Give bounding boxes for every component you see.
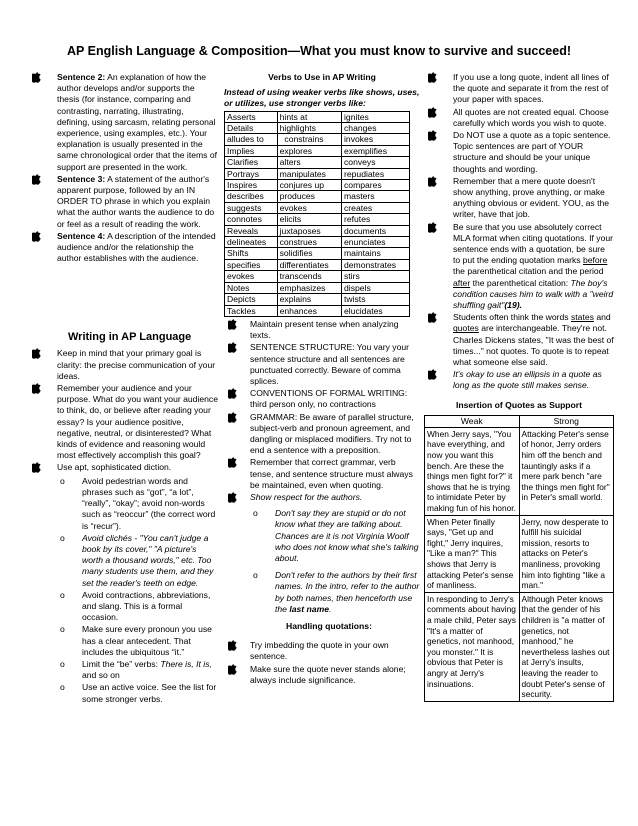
quote-list xyxy=(224,640,420,686)
page-title: AP English Language & Composition—What you must know to survive and succeed! xyxy=(67,44,571,58)
insertion-table xyxy=(424,415,614,702)
circle-bullet-icon: o xyxy=(60,682,65,693)
verb-cell: produces xyxy=(277,191,341,202)
verb-cell: alludes to xyxy=(225,134,278,145)
list-item: SENTENCE STRUCTURE: You vary your sentence structure and all sentences are punctuated correctly. Beware of comma splices. xyxy=(224,342,420,387)
verb-cell: alters xyxy=(277,157,341,168)
apple-bullet-icon xyxy=(428,369,437,380)
verb-cell: connotes xyxy=(225,214,278,225)
verbs-row xyxy=(225,123,410,134)
sub-list-item: o Use an active voice. See the list for some stronger verbs. xyxy=(60,682,217,704)
verb-cell: elicits xyxy=(277,214,341,225)
list-item: Try imbedding the quote in your own sentence. xyxy=(224,640,420,662)
verb-cell: stirs xyxy=(342,271,410,282)
verbs-row xyxy=(225,145,410,156)
apple-bullet-icon xyxy=(428,176,437,187)
verbs-row xyxy=(225,202,410,213)
sub-list-item: o Limit the “be” verbs: There is, It is, and so on xyxy=(60,658,212,681)
list-item: Sentence 4: A description of the intended audience and/or the relationship the author establishes with the audience. xyxy=(28,231,218,265)
verb-cell: explains xyxy=(277,294,341,305)
sub-list-item: o Don't refer to the authors by their first names. In the intro, refer to the author by both names, then henceforth use the last name. xyxy=(253,570,420,614)
column-header-weak: Weak xyxy=(425,415,520,427)
list-item: Remember that correct grammar, verb tense, and sentence structure must always be maintained, even when quoting. xyxy=(224,457,420,491)
list-item: Sentence 3: A statement of the author's apparent purpose, followed by an IN ORDER TO phrase in which you explain what the author wants the audience to do or feel as a result of reading the work. xyxy=(28,174,218,230)
circle-bullet-icon: o xyxy=(60,475,65,486)
verb-cell: Asserts xyxy=(225,111,278,122)
verb-cell: Tackles xyxy=(225,305,278,316)
insertion-title: Insertion of Quotes as Support xyxy=(455,399,583,410)
list-item: All quotes are not created equal. Choose carefully which words you wish to quote. xyxy=(424,107,614,129)
verbs-table xyxy=(224,111,410,317)
verb-cell: construes xyxy=(277,237,341,248)
verb-cell: Shifts xyxy=(225,248,278,259)
verb-cell: evokes xyxy=(225,271,278,282)
verb-cell: Clarifies xyxy=(225,157,278,168)
apple-bullet-icon xyxy=(228,319,237,330)
verb-cell: twists xyxy=(342,294,410,305)
handling-quotations-heading: Handling quotations: xyxy=(286,621,372,631)
table-cell: Although Peter knows that the gender of his children is "a matter of genetics, not manhood," he nevertheless lashes out at Jerry's insults, leaving the reader to doubt Peter's sense of security. xyxy=(519,592,614,701)
circle-bullet-icon: o xyxy=(60,589,65,600)
writing-heading: Writing in AP Language xyxy=(68,331,192,344)
column-header-strong: Strong xyxy=(519,415,614,427)
circle-bullet-icon: o xyxy=(60,624,65,635)
apple-bullet-icon xyxy=(228,388,237,399)
apple-bullet-icon xyxy=(228,457,237,468)
apple-bullet-icon xyxy=(32,231,41,242)
apple-bullet-icon xyxy=(32,174,41,185)
apple-bullet-icon xyxy=(228,492,237,503)
verbs-row xyxy=(225,214,410,225)
verb-cell: enunciates xyxy=(342,237,410,248)
list-item: Remember that a mere quote doesn't show anything, prove anything, or make anything obvious or evident. YOU, as the writer, have that job. xyxy=(424,176,614,221)
verbs-row xyxy=(225,225,410,236)
verb-cell: Reveals xyxy=(225,225,278,236)
verb-cell: transcends xyxy=(277,271,341,282)
verbs-row xyxy=(225,271,410,282)
verb-cell: differentiates xyxy=(277,259,341,270)
apple-bullet-icon xyxy=(228,640,237,651)
verb-cell: demonstrates xyxy=(342,259,410,270)
apple-bullet-icon xyxy=(228,412,237,423)
verb-cell: explores xyxy=(277,145,341,156)
verbs-row xyxy=(225,157,410,168)
apple-bullet-icon xyxy=(228,342,237,353)
circle-bullet-icon: o xyxy=(60,658,65,669)
verb-cell: changes xyxy=(342,123,410,134)
list-item: If you use a long quote, indent all lines of the quote and separate it from the rest of your paper with spaces. xyxy=(424,72,614,106)
apple-bullet-icon xyxy=(32,462,41,473)
apple-bullet-icon xyxy=(428,312,437,323)
verb-cell: Inspires xyxy=(225,180,278,191)
verb-cell: dispels xyxy=(342,282,410,293)
writing-list xyxy=(28,348,218,704)
table-cell: In responding to Jerry's comments about having a male child, Peter says "It's a matter of genetics, not manhood, you monster." It is obvious that Peter is angry at Jerry's insinuations. xyxy=(425,592,520,701)
grammar-list xyxy=(224,319,420,615)
table-cell: When Peter finally says, "Get up and fight," Jerry inquires, "Like a man?" This shows that Jerry is attacking Peter's sense of manliness. xyxy=(425,515,520,592)
verb-cell: compares xyxy=(342,180,410,191)
verb-cell: elucidates xyxy=(342,305,410,316)
column-middle xyxy=(224,72,420,687)
list-item: Sentence 2: An explanation of how the author develops and/or supports the thesis (for instance, comparing and contrasting, narrating, illustrating, defining, using sarcasm, relating personal experience, using examples, etc.). Your explanation is usually presented in the same chronological order that the items of support are presented in the work. xyxy=(28,72,218,173)
verbs-row xyxy=(225,168,410,179)
verb-cell: Depicts xyxy=(225,294,278,305)
apple-bullet-icon xyxy=(428,107,437,118)
list-item: It's okay to use an ellipsis in a quote as long as the quote still makes sense. xyxy=(424,369,614,391)
table-row xyxy=(425,427,614,515)
verb-cell: exemplifies xyxy=(342,145,410,156)
verb-cell: Implies xyxy=(225,145,278,156)
diction-sublist xyxy=(57,476,218,705)
verbs-row xyxy=(225,259,410,270)
verb-cell: conjures up xyxy=(277,180,341,191)
sentence-list xyxy=(28,72,218,264)
verb-cell: Portrays xyxy=(225,168,278,179)
circle-bullet-icon: o xyxy=(60,532,65,543)
verb-cell: highlights xyxy=(277,123,341,134)
list-item: Be sure that you use absolutely correct MLA format when citing quotations. If your sentence ends with a quotation, be sure to put the ending quotation marks before the parenthetical citation and the period after the parenthetical citation: The boy's condition causes him to walk with a "weird shuffling gait"(19). xyxy=(424,222,614,312)
verb-cell: enhances xyxy=(277,305,341,316)
verbs-intro: Instead of using weaker verbs like shows, uses, or utilizes, use stronger verbs like: xyxy=(224,87,420,109)
verbs-title: Verbs to Use in AP Writing xyxy=(268,72,376,82)
table-row xyxy=(425,515,614,592)
table-cell: When Jerry says, "You have everything, and now you want this bench. Are these the things men fight for?" it shows that he is trying to intimidate Peter by making fun of his honor. xyxy=(425,427,520,515)
list-item: Make sure the quote never stands alone; always include significance. xyxy=(224,664,420,686)
column-right xyxy=(424,72,614,702)
list-item: Use apt, sophisticated diction. o Avoid pedestrian words and phrases such as “got”, “a lot”, “really”, “okay”; avoid non-words such as “reoccur” (the correct word is “recur”). o Avoid clichés - "You can't judge a book by its cover," "A picture's worth a thousand words," etc. Too many students use them, and they set the reader's teeth on edge. o Avoid contractions, abbreviations, and slang. This is a formal occasion. o Make sure every pronoun you use has a clear antecedent. That includes the ubiquitous “it.” o Limit the “be” verbs: There is, It is, and so on o Use an active voice. See the list for some stronger verbs. xyxy=(28,462,218,704)
list-item: Keep in mind that your primary goal is clarity: the precise communication of your ideas. xyxy=(28,348,218,382)
verbs-row xyxy=(225,180,410,191)
list-item: CONVENTIONS OF FORMAL WRITING: third person only, no contractions xyxy=(224,388,420,410)
quotation-tips-list xyxy=(424,72,614,392)
sub-list-item: o Avoid pedestrian words and phrases such as “got”, “a lot”, “really”, “okay”; avoid non-words such as “reoccur” (the correct word is “recur”). xyxy=(60,475,216,531)
verbs-row xyxy=(225,294,410,305)
verb-cell: manipulates xyxy=(277,168,341,179)
column-left xyxy=(28,72,218,707)
list-item: Students often think the words states and quotes are interchangeable. They're not. Charles Dickens states, "It was the best of times..." not quotes. To quote is to repeat what someone else said. xyxy=(424,312,614,368)
circle-bullet-icon: o xyxy=(253,508,258,519)
verb-cell: evokes xyxy=(277,202,341,213)
list-item: Remember your audience and your purpose. What do you want your audience to think, do, or believe after reading your essay? Is your audience positive, negative, neutral, or disinterested? What kinds of evidence and reasoning would most effectively accomplish this goal? xyxy=(28,383,218,461)
verb-cell: constrains xyxy=(277,134,341,145)
sub-list-item: o Avoid contractions, abbreviations, and slang. This is a formal occasion. xyxy=(60,589,211,623)
apple-bullet-icon xyxy=(32,383,41,394)
verb-cell: maintains xyxy=(342,248,410,259)
verbs-row xyxy=(225,248,410,259)
verb-cell: ignites xyxy=(342,111,410,122)
verbs-row xyxy=(225,282,410,293)
sub-list-item: o Don't say they are stupid or do not know what they are talking about. Chances are it is not Virginia Woolf who does not know what she's talking about. xyxy=(253,508,419,563)
verb-cell: Notes xyxy=(225,282,278,293)
circle-bullet-icon: o xyxy=(253,570,258,581)
list-item: Maintain present tense when analyzing texts. xyxy=(224,319,420,341)
verb-cell: suggests xyxy=(225,202,278,213)
apple-bullet-icon xyxy=(428,222,437,233)
verbs-row xyxy=(225,305,410,316)
sub-list-item: o Avoid clichés - "You can't judge a book by its cover," "A picture's worth a thousand words," etc. Too many students use them, and they set the reader's teeth on edge. xyxy=(60,532,214,588)
sub-list-item: o Make sure every pronoun you use has a clear antecedent. That includes the ubiquitous “it.” xyxy=(60,624,212,657)
list-item: Show respect for the authors. o Don't say they are stupid or do not know what they are talking about. Chances are it is not Virginia Woolf who does not know what she's talking about. o Don't refer to the authors by their first names. In the intro, refer to the author by both names, then henceforth use the last name. xyxy=(224,492,420,615)
verb-cell: specifies xyxy=(225,259,278,270)
list-item: Do NOT use a quote as a topic sentence. Topic sentences are part of YOUR structure and should be your unique thoughts and wording. xyxy=(424,130,614,175)
list-item: GRAMMAR: Be aware of parallel structure, subject-verb and pronoun agreement, and dangling or misplaced modifiers. Try not to end a sentence with a preposition. xyxy=(224,412,420,457)
apple-bullet-icon xyxy=(228,664,237,675)
table-cell: Attacking Peter's sense of honor, Jerry orders him off the bench and tauntingly asks if a mere park bench "are the things men fight for" in Peter's small world. xyxy=(519,427,614,515)
verb-cell: solidifies xyxy=(277,248,341,259)
verb-cell: delineates xyxy=(225,237,278,248)
verb-cell: refutes xyxy=(342,214,410,225)
verb-cell: conveys xyxy=(342,157,410,168)
verb-cell: hints at xyxy=(277,111,341,122)
verb-cell: emphasizes xyxy=(277,282,341,293)
verb-cell: juxtaposes xyxy=(277,225,341,236)
verb-cell: masters xyxy=(342,191,410,202)
table-row xyxy=(425,592,614,701)
apple-bullet-icon xyxy=(32,72,41,83)
apple-bullet-icon xyxy=(428,130,437,141)
verb-cell: invokes xyxy=(342,134,410,145)
respect-sublist xyxy=(250,508,420,615)
verbs-row xyxy=(225,134,410,145)
verb-cell: creates xyxy=(342,202,410,213)
verb-cell: Details xyxy=(225,123,278,134)
verbs-row xyxy=(225,111,410,122)
verbs-row xyxy=(225,237,410,248)
verbs-row xyxy=(225,191,410,202)
apple-bullet-icon xyxy=(32,348,41,359)
verb-cell: repudiates xyxy=(342,168,410,179)
table-cell: Jerry, now desperate to fulfill his suicidal mission, resorts to attacks on Peter's manliness, provoking him into fighting "like a man." xyxy=(519,515,614,592)
verb-cell: describes xyxy=(225,191,278,202)
apple-bullet-icon xyxy=(428,72,437,83)
verb-cell: documents xyxy=(342,225,410,236)
